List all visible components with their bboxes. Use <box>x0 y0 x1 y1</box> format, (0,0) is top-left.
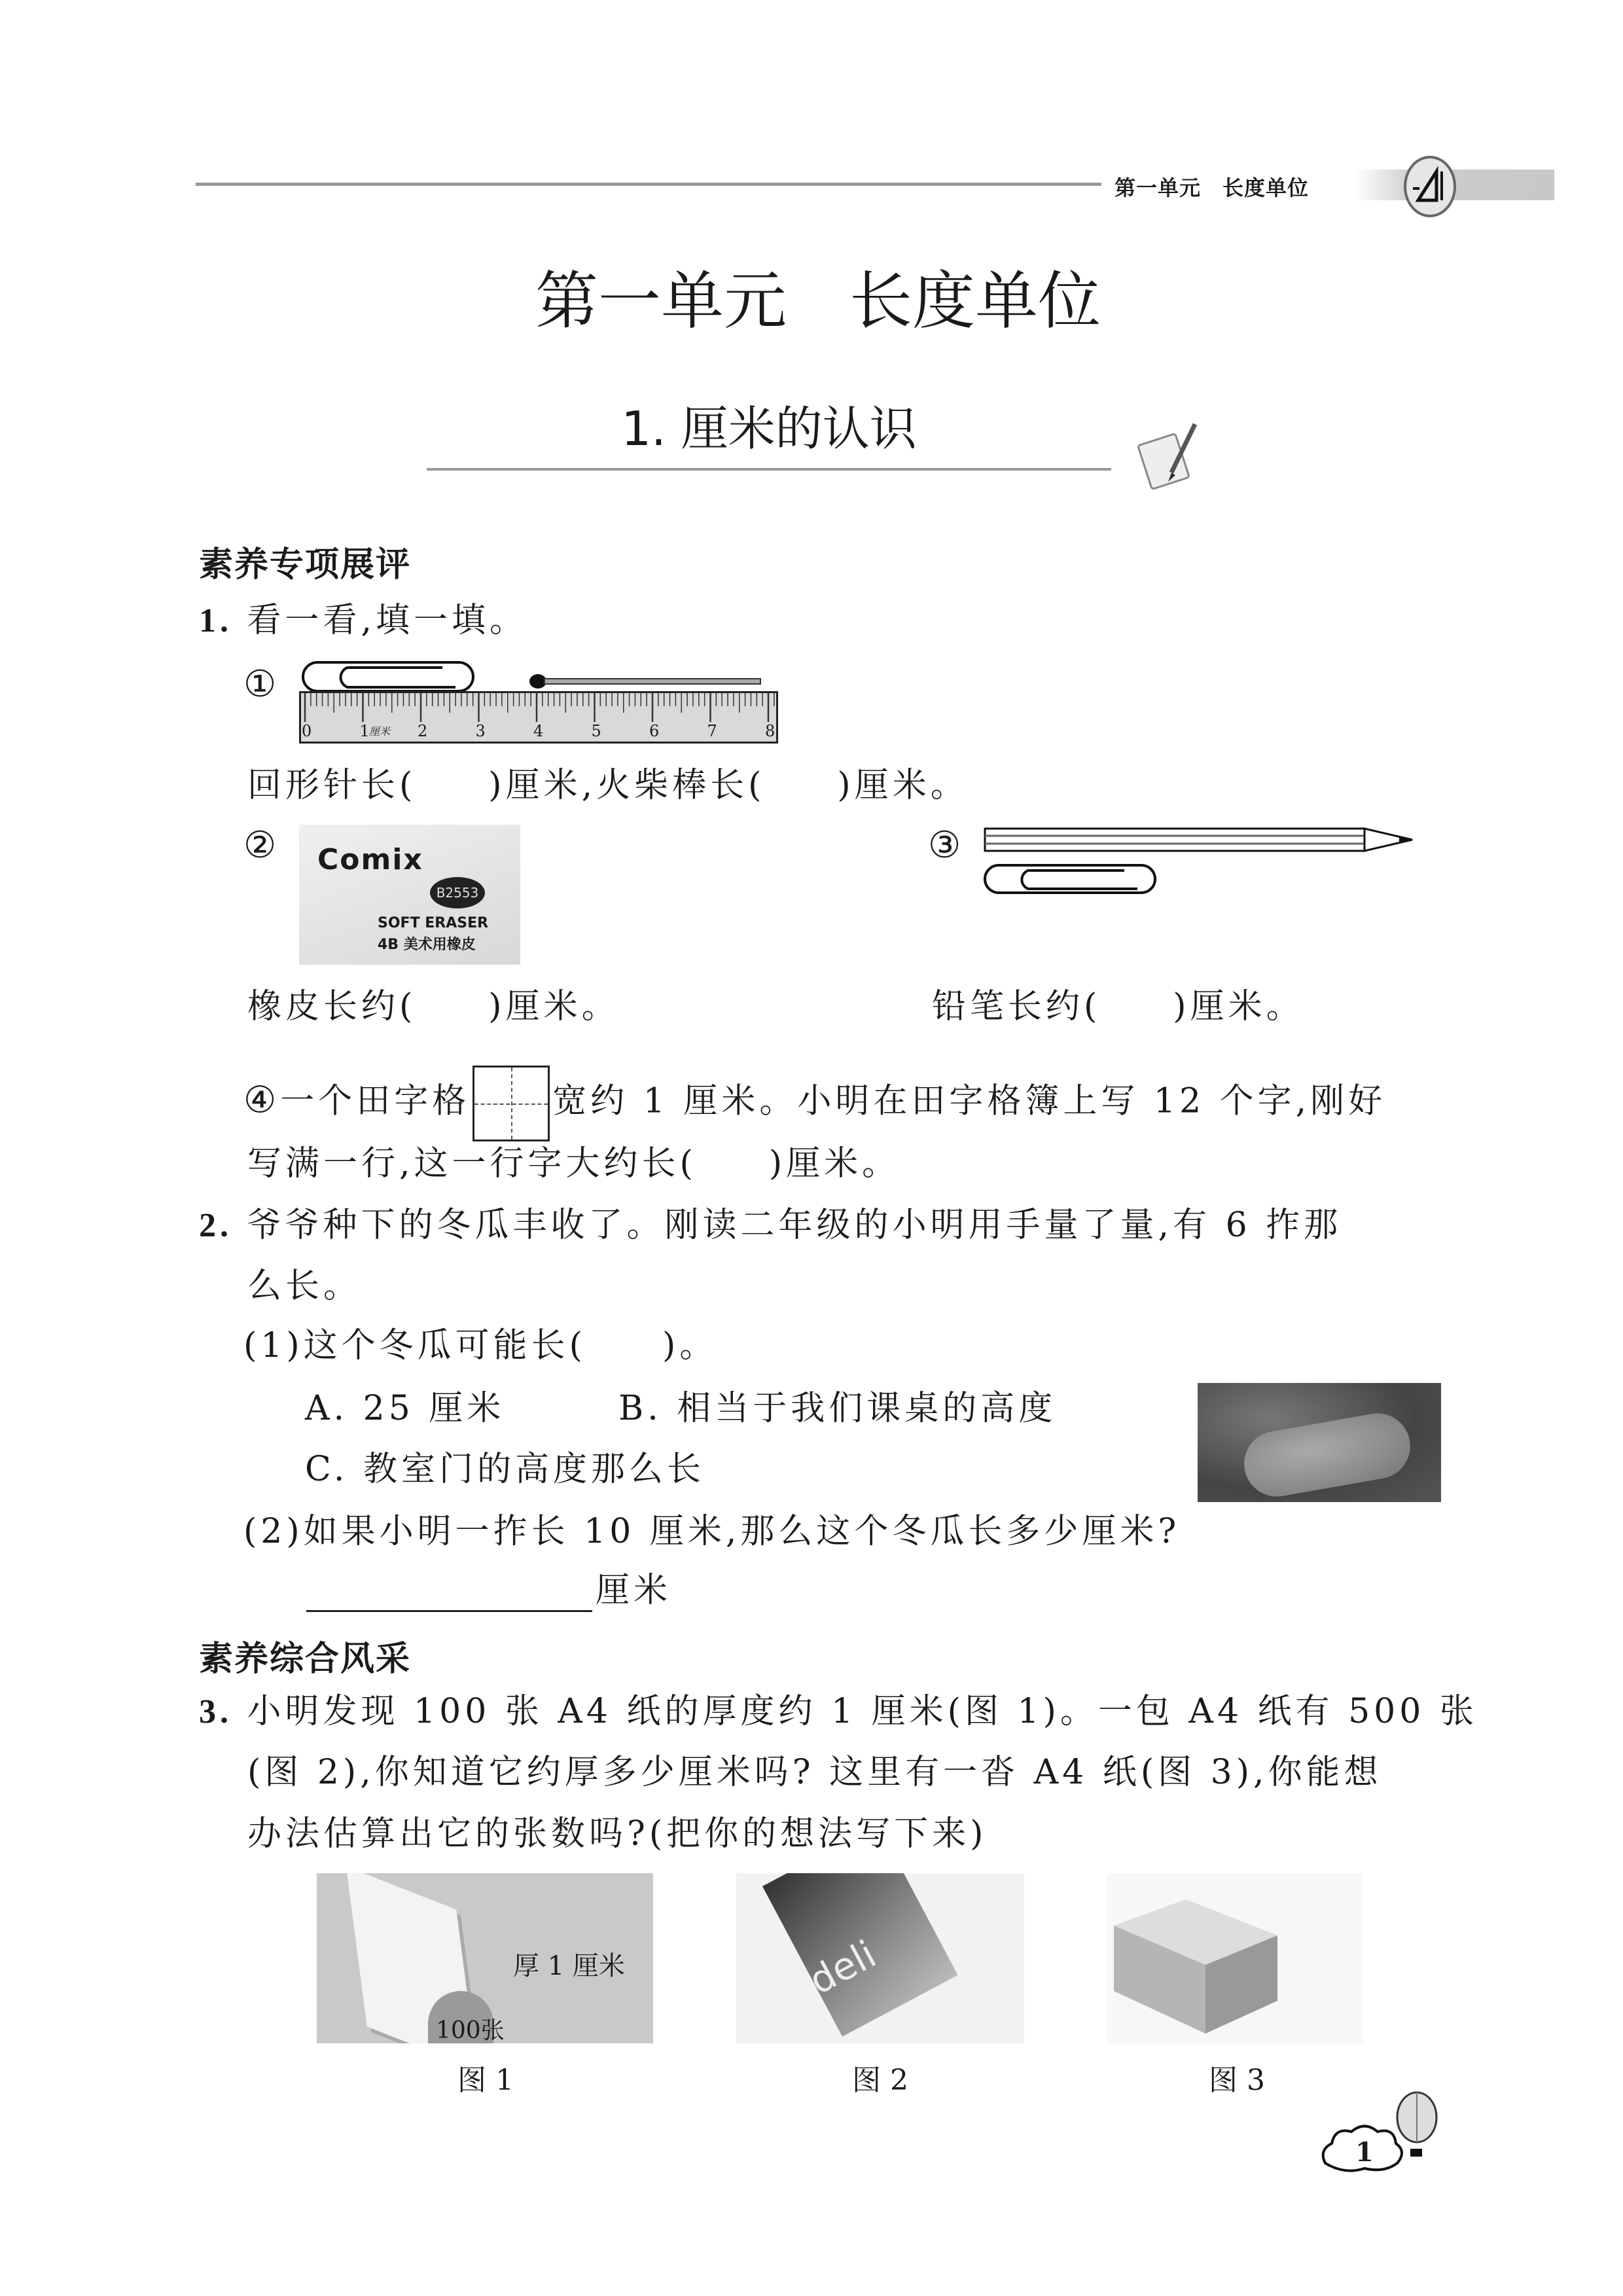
winter-melon-photo <box>1198 1383 1441 1502</box>
eraser-line1: SOFT ERASER <box>378 915 489 931</box>
eraser-code: B2553 <box>430 877 485 908</box>
question-3 <box>199 1692 1478 1732</box>
option-a[interactable]: A. 25 厘米 <box>305 1389 505 1428</box>
figure-3-image <box>1107 1873 1363 2043</box>
figure-1-image <box>317 1873 653 2043</box>
ruler-label: 4 <box>533 722 544 740</box>
ruler-label: 1 <box>359 722 370 740</box>
running-title: 第一单元 长度单位 <box>1115 175 1310 200</box>
item-marker-3: ③ <box>928 824 965 867</box>
ruler-label: 3 <box>475 722 486 740</box>
ruler-label: 7 <box>707 722 717 740</box>
fig2-brand-label: deli <box>802 1931 883 2003</box>
figure-2-caption: 图 2 <box>852 2064 908 2097</box>
eraser-brand: Comix <box>317 843 423 876</box>
item-marker-4: ④ <box>243 1079 281 1122</box>
item-1-text <box>247 766 969 805</box>
ruler-label: 2 <box>418 722 428 740</box>
answer-line[interactable] <box>306 1610 592 1612</box>
ruler-unit-label: 厘米 <box>369 725 391 738</box>
text: 一个田字格 <box>280 1081 471 1121</box>
paperclip-icon <box>302 661 475 694</box>
question-number: 1. <box>199 602 232 639</box>
ruler-label: 6 <box>649 722 660 740</box>
text: )厘米。 <box>837 766 969 805</box>
item-marker-2: ② <box>243 824 281 867</box>
geometry-badge-icon <box>1404 156 1456 217</box>
section-heading-2: 素养综合风采 <box>199 1640 412 1679</box>
item-4-text <box>243 1066 1386 1141</box>
ruler <box>299 691 778 744</box>
notebook-pen-icon <box>1132 419 1207 494</box>
paperclip-icon <box>984 864 1157 895</box>
tian-grid-cell <box>473 1066 550 1141</box>
text: 铅笔长约( <box>932 987 1101 1026</box>
question-2 <box>199 1206 1342 1246</box>
text: 宽约 1 厘米。小明在田字格簿上写 12 个字,刚好 <box>552 1081 1387 1121</box>
option-b[interactable]: B. 相当于我们课桌的高度 <box>618 1389 1057 1428</box>
question-3-line2: (图 2),你知道它约厚多少厘米吗? 这里有一沓 A4 纸(图 3),你能想 <box>247 1753 1382 1792</box>
text: )厘米。 <box>1173 987 1304 1026</box>
text: 橡皮长约( <box>247 987 417 1026</box>
pencil-icon <box>984 826 1416 853</box>
item-2-text <box>247 987 620 1026</box>
header-rule <box>196 183 1101 186</box>
ruler-label: 5 <box>591 722 601 740</box>
question-2-sub2: (2)如果小明一拃长 10 厘米,那么这个冬瓜长多少厘米? <box>243 1512 1181 1551</box>
question-1 <box>199 601 527 641</box>
eraser-image <box>299 825 520 965</box>
text: )厘米。 <box>768 1144 901 1183</box>
text: )厘米,火柴棒长( <box>488 766 766 805</box>
cloud-balloon-icon <box>1312 2091 1450 2183</box>
question-number: 2. <box>199 1207 232 1244</box>
question-text: 爷爷种下的冬瓜丰收了。刚读二年级的小明用手量了量,有 6 拃那 <box>247 1206 1342 1245</box>
page-number: 1 <box>1355 2137 1374 2168</box>
figure-3-caption: 图 3 <box>1209 2064 1265 2097</box>
figure-1-caption: 图 1 <box>457 2064 514 2097</box>
question-2-cont: 么长。 <box>247 1266 362 1306</box>
item-3-text <box>932 987 1304 1026</box>
item-4-text-cont <box>247 1144 900 1183</box>
ruler-label: 0 <box>302 722 312 740</box>
question-2-sub1: (1)这个冬瓜可能长( )。 <box>243 1326 718 1365</box>
text: 回形针长( <box>247 766 417 805</box>
figure-2-image <box>736 1873 1024 2043</box>
section-heading-1: 素养专项展评 <box>199 545 412 584</box>
unit-title: 第一单元 长度单位 <box>535 264 1101 338</box>
option-c[interactable]: C. 教室门的高度那么长 <box>305 1450 705 1489</box>
fig1-thickness-label: 厚 1 厘米 <box>513 1951 625 1981</box>
answer-unit: 厘米 <box>596 1571 672 1610</box>
question-text: 小明发现 100 张 A4 纸的厚度约 1 厘米(图 1)。一包 A4 纸有 500 张 <box>247 1692 1478 1731</box>
text: 写满一行,这一行字大约长( <box>247 1144 697 1183</box>
question-3-line3: 办法估算出它的张数吗?(把你的想法写下来) <box>247 1814 988 1854</box>
lesson-title: 1. 厘米的认识 <box>621 401 917 456</box>
question-prompt: 看一看,填一填。 <box>247 601 528 640</box>
ruler-label: 8 <box>765 722 776 740</box>
item-marker-1: ① <box>243 663 281 706</box>
text: )厘米。 <box>488 987 620 1026</box>
eraser-line2: 4B 美术用橡皮 <box>378 937 476 953</box>
fig1-count-label: 100张 <box>436 2017 505 2043</box>
question-number: 3. <box>199 1693 232 1731</box>
lesson-title-underline <box>427 468 1111 471</box>
matchstick-icon <box>529 673 762 690</box>
